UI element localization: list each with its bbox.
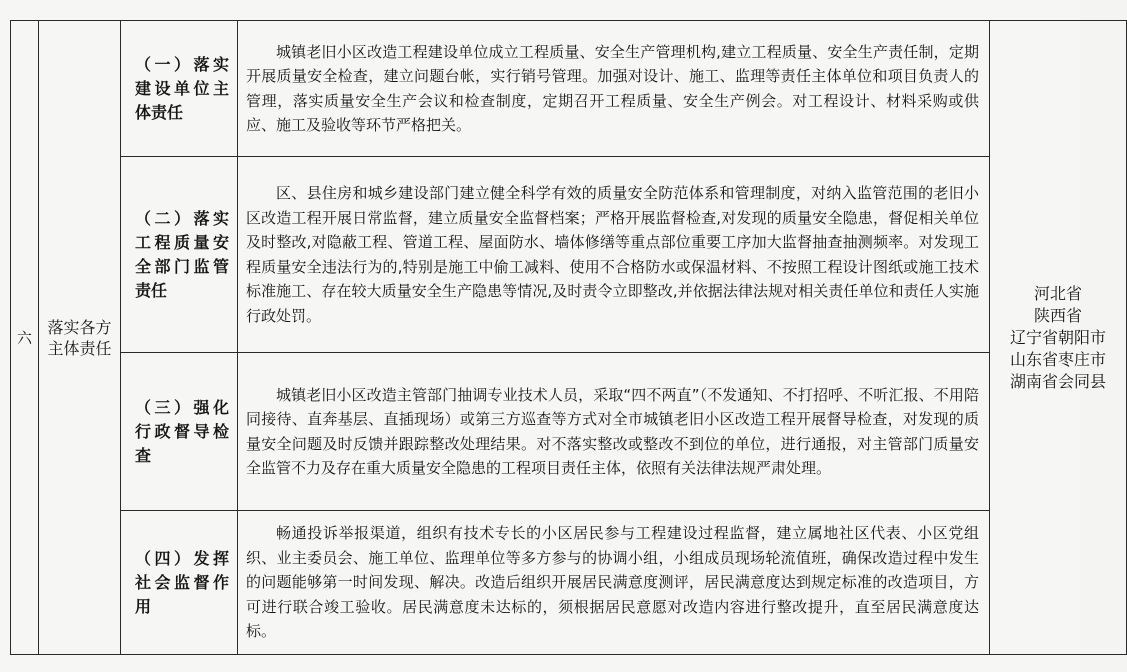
section-text: 畅通投诉举报渠道，组织有技术专长的小区居民参与工程建设过程监督，建立属地社区代表、小区党组织、业主委员会、施工单位、监理单位等多方参与的协调小组，小组成员现场轮流值班，确保改造过程中发生的问题能够第一时间发现、解决。改造后组织开展居民满意度测评，居民满意度达到规定标准的改造项目，方可进行联合竣工验收。居民满意度未达标的，须根据居民意愿对改造内容进行整改提升，直至居民满意度达标。 (246, 524, 979, 641)
section-text: 区、县住房和城乡建设部门建立健全科学有效的质量安全防范体系和管理制度，对纳入监管范围的老旧小区改造工程开展日常监督，建立质量安全监督档案；严格开展监督检查,对发现的质量安全隐患，督促相关单位及时整改,对隐蔽工程、管道工程、屋面防水、墙体修缮等重点部位重要工序加大监督抽查抽测频率。对发现工程质量安全违法行为的,特别是施工中偷工减料、使用不合格防水或保温材料、不按照工程设计图纸或施工技术标准施工、存在较大质量安全生产隐患等情况,及时责令立即整改,并依据法律法规对相关责任单位和责任人实施行政处罚。 (246, 184, 979, 325)
table-row (11, 511, 1127, 655)
region-item: 辽宁省朝阳市 (1009, 327, 1106, 347)
section-heading: （二）落实工程质量安全部门监管责任 (121, 157, 238, 353)
section-text: 城镇老旧小区改造主管部门抽调专业技术人员，采取“四不两直”（不发通知、不打招呼、不听汇报、不用陪同接待、直奔基层、直插现场）或第三方巡查等方式对全市城镇老旧小区改造工程开展督导检查，对发现的质量安全问题及时反馈并跟踪整改处理结果。对不落实整改或整改不到位的单位，进行通报，对主管部门质量安全监管不力及存在重大质量安全隐患的工程项目责任主体，依照有关法律法规严肃处理。 (246, 385, 979, 477)
region-item: 陕西省 (1033, 305, 1082, 325)
category-cell: 落实各方主体责任 (39, 21, 121, 655)
section-content (238, 511, 990, 655)
row-number-cell: 六 (11, 21, 39, 655)
table-row (11, 157, 1127, 353)
regions-cell (990, 21, 1127, 655)
region-item: 河北省 (1033, 283, 1082, 303)
table-row (11, 353, 1127, 511)
section-content (238, 157, 990, 353)
policy-table (10, 20, 1127, 655)
region-item: 湖南省会同县 (1009, 371, 1106, 391)
section-heading: （三）强化行政督导检查 (121, 353, 238, 511)
region-item: 山东省枣庄市 (1009, 349, 1106, 369)
table-row (11, 21, 1127, 157)
section-content (238, 353, 990, 511)
section-content (238, 21, 990, 157)
section-heading: （一）落实建设单位主体责任 (121, 21, 238, 157)
section-heading: （四）发挥社会监督作用 (121, 511, 238, 655)
section-text: 城镇老旧小区改造工程建设单位成立工程质量、安全生产管理机构,建立工程质量、安全生产责任制，定期开展质量安全检查，建立问题台帐，实行销号管理。加强对设计、施工、监理等责任主体单位和项目负责人的管理，落实质量安全生产会议和检查制度，定期召开工程质量、安全生产例会。对工程设计、材料采购或供应、施工及验收等环节严格把关。 (246, 42, 979, 134)
